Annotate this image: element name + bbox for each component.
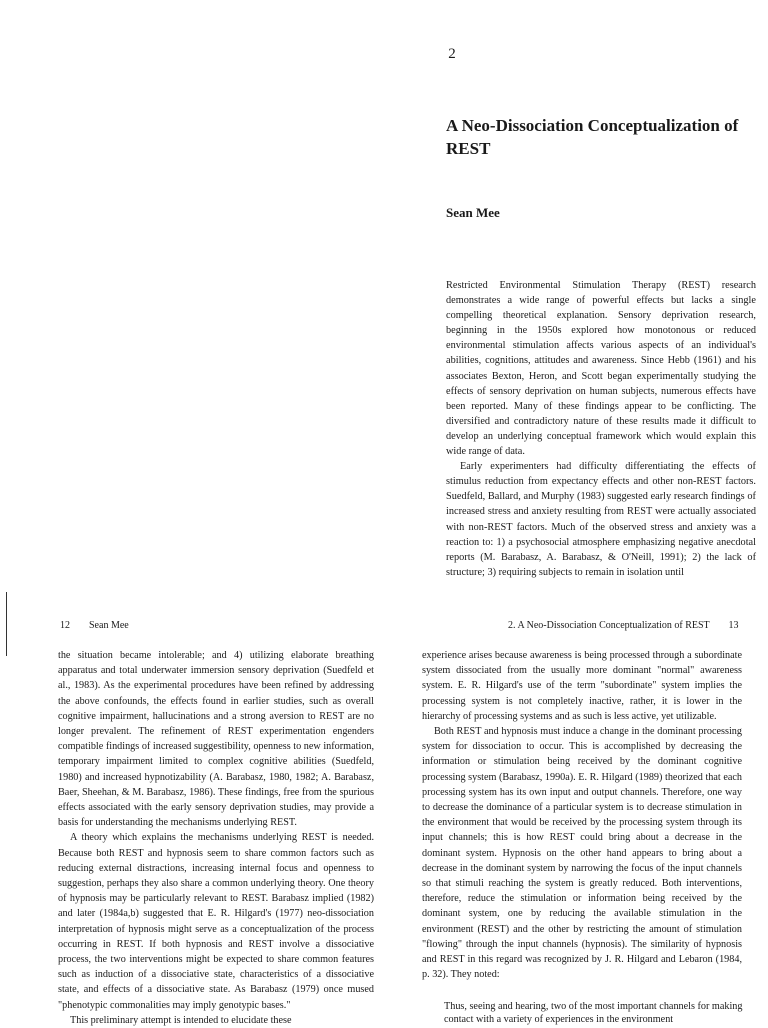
left-page-number: 12: [60, 620, 70, 631]
intro-paragraph: Restricted Environmental Stimulation Therapy (REST) research demonstrates a wide range of powerful effects but lacks a single compelling theoretical explanation. Sensory deprivation research, beginning in the 1950s explored how monotonous or reduced environmental stimulation affects various aspects of an individual's abilities, cognitions, attitudes and awareness. Since Hebb (1961) and his associates Bexton, Heron, and Scott began experimentally studying the effects of sensory deprivation on human subjects, numerous effects have been reported. Many of these findings appear to be conflicting. The diversified and contradictory nature of these results made it difficult to develop an underlying conceptual framework which would explain this wide range of data.: [446, 280, 756, 458]
right-running-title: 2. A Neo-Dissociation Conceptualization of REST: [508, 620, 710, 631]
right-page-number: 13: [728, 620, 739, 631]
chapter-number: 2: [448, 46, 456, 62]
left-running-head: [60, 620, 129, 631]
body-paragraph: the situation became intolerable; and 4) utilizing elaborate breathing apparatus and total underwater immersion sensory deprivation (Suedfeld et al., 1983). As the experimental procedures have been refined by addressing the above confounds, the effects found in earlier studies, such as overall cognitive impairment, hallucinations and a strong aversion to REST are no longer prevalent. The refinement of REST experimentation engenders compatible findings of increased suggestibility, openness to new information, temporary impairment limited to complex cognitive abilities (Suedfeld, 1980) and increased hypnotizability (A. Barabasz, 1980, 1982; A. Barabasz, Baer, Sheehan, & M. Barabasz, 1986). These findings, free from the spurious effects associated with the early sensory deprivation studies, may provide a basis for understanding the mechanisms underlying REST.: [58, 650, 374, 829]
right-running-head: [508, 620, 738, 631]
left-page-column: [58, 648, 374, 1028]
right-page-column: [422, 648, 742, 982]
chapter-author: Sean Mee: [446, 205, 500, 220]
chapter-intro-text: [446, 278, 756, 580]
chapter-title: A Neo-Dissociation Conceptualization of REST: [446, 116, 739, 158]
body-paragraph: This preliminary attempt is intended to elucidate these: [70, 1014, 292, 1026]
block-quote: Thus, seeing and hearing, two of the most important channels for making contact with a variety of experiences in the environment: [444, 1001, 743, 1025]
left-running-title: Sean Mee: [89, 620, 129, 631]
body-paragraph: Both REST and hypnosis must induce a change in the dominant processing system for dissociation to occur. This is accomplished by decreasing the information or stimulation being received by the dominant cognitive processing system (Barabasz, 1990a). E. R. Hilgard (1989) theorized that each processing system has its own input and output channels. Therefore, one way to decrease the dominance of a particular system is to decrease stimulation in the environment that would be received by the processing system through its input channels; this is how REST could bring about a decrease in the dominant system. Hypnosis on the other hand appears to bring about a decrease in the dominant system by narrowing the focus of the input channels so that stimuli reaching the system is greatly reduced. Both interventions, therefore, reduce the stimulation or information being received by the dominant system, one by reducing the available stimulation in the environment (REST) and the other by restricting the amount of stimulation "flowing" through the input channels (hypnosis). The similarity of hypnosis and REST in this regard was recognized by J. R. Hilgard and Lebaron (1984, p. 32). They noted:: [422, 726, 742, 981]
body-paragraph: A theory which explains the mechanisms underlying REST is needed. Because both REST and hypnosis seem to share common factors such as reducing external distractions, increasing internal focus and openness to suggestion, perhaps they also share a common underlying theory. One theory of hypnosis may be particularly relevant to REST. Barabasz implied (1982) and later (1984a,b) suggested that E. R. Hilgard's (1977) neo-dissociation interpretation of hypnosis might serve as a conceptualization of the process occurring in REST. If both hypnosis and REST involve a dissociative process, the two interventions might be expected to share common features such as induction of a dissociative state, characteristics of a dissociative state, and effects of a dissociative state. As Barabasz (1979) once mused "phenotypic commonalities may imply genotypic bases.": [58, 832, 374, 1011]
body-paragraph: experience arises because awareness is being processed through a subordinate system dissociated from the usually more dominant "normal" awareness system. E. R. Hilgard's use of the term "subordinate" system implies the processing system is not completely inactive, rather, it is lower in the hierarchy of processing systems and as such is less active, yet utilizable.: [422, 650, 742, 722]
intro-paragraph: Early experimenters had difficulty differentiating the effects of stimulus reduction from expectancy effects and other non-REST factors. Suedfeld, Ballard, and Murphy (1983) suggested early research findings of increased stress and anxiety resulting from REST were actually associated with non-REST factors. Much of the observed stress and anxiety was a reaction to: 1) a psychosocial atmosphere emphasizing negative anecdotal reports (M. Barabasz, A. Barabasz, & O'Neill, 1991); 2) the lack of structure; 3) requiring subjects to remain in isolation until: [446, 461, 756, 578]
